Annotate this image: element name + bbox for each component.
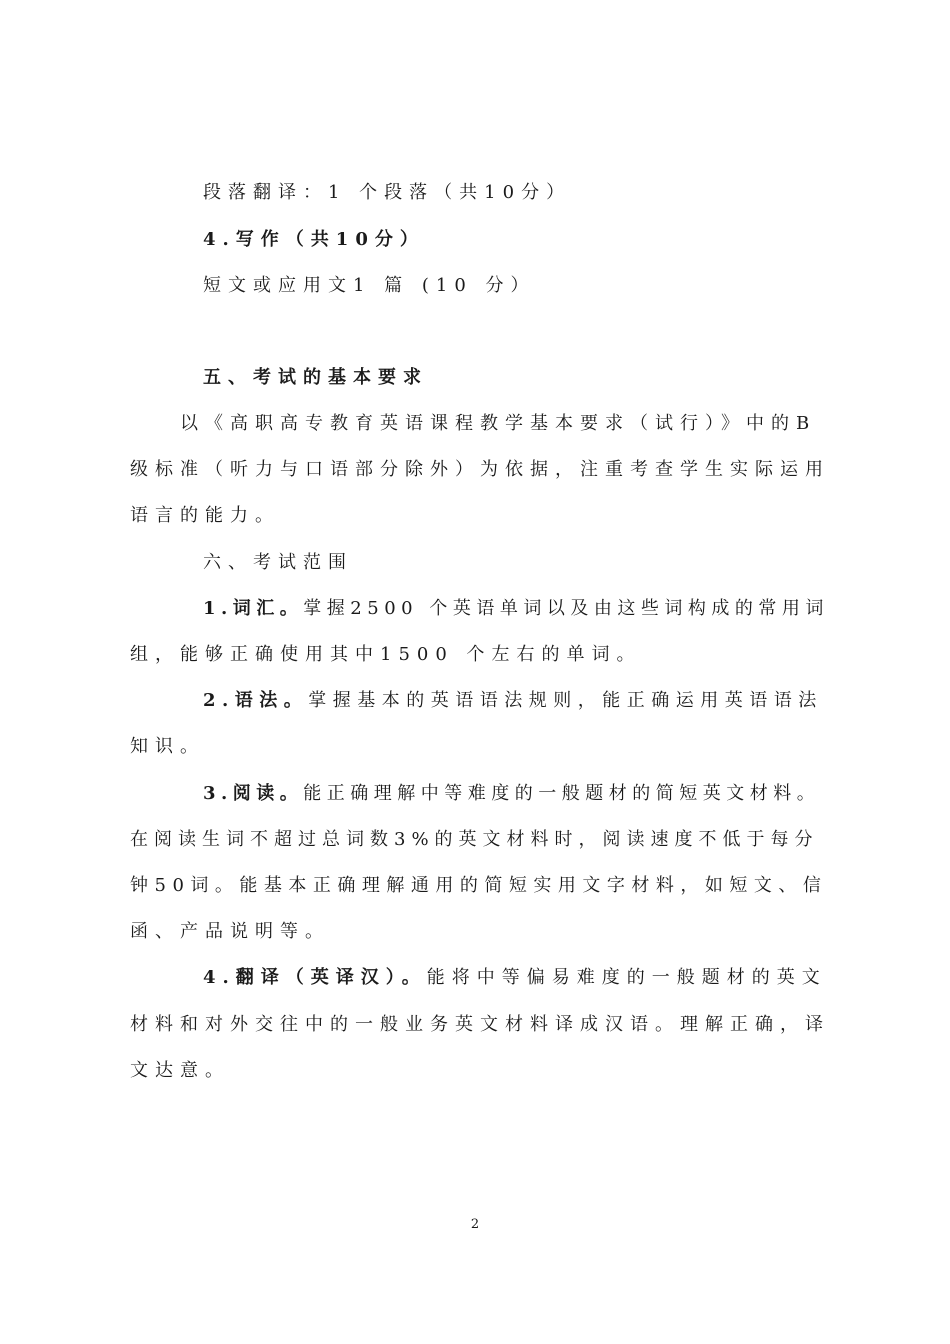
grammar-paragraph-line-1 xyxy=(203,689,823,713)
writing-item-line: 短文或应用文1 篇 (10 分） xyxy=(203,275,536,296)
section-six-heading: 六、考试范围 xyxy=(203,552,353,573)
reading-title: 3.阅读。 xyxy=(203,783,304,804)
reading-text: 能正确理解中等难度的一般题材的简短英文材料。 xyxy=(303,783,821,804)
reading-paragraph-line-2: 在阅读生词不超过总词数3%的英文材料时，阅读速度不低于每分 xyxy=(130,829,819,850)
reading-paragraph-line-1 xyxy=(203,782,820,806)
vocab-text: 掌握2500 个英语单词以及由这些词构成的常用词 xyxy=(303,598,829,619)
grammar-text: 掌握基本的英语语法规则，能正确运用英语语法 xyxy=(308,690,823,711)
section-five-line-3: 语言的能力。 xyxy=(130,505,280,526)
vocab-paragraph-line-1 xyxy=(203,597,829,621)
reading-paragraph-line-3: 钟50词。能基本正确理解通用的简短实用文字材料，如短文、信 xyxy=(130,875,828,896)
section-five-line-1: 以《高职高专教育英语课程教学基本要求（试行）》中的B xyxy=(180,413,817,434)
vocab-paragraph-line-2: 组，能够正确使用其中1500 个左右的单词。 xyxy=(130,644,642,665)
section-five-line-2: 级标准（听力与口语部分除外）为依据，注重考查学生实际运用 xyxy=(130,459,830,480)
translation-item-line: 段落翻译：1 个段落（共10分） xyxy=(203,182,572,203)
translation-paragraph-line-1 xyxy=(203,966,827,990)
translation-paragraph-line-2: 材料和对外交往中的一般业务英文材料译成汉语。理解正确，译 xyxy=(130,1014,830,1035)
section-five-heading: 五、考试的基本要求 xyxy=(203,367,428,388)
grammar-paragraph-line-2: 知识。 xyxy=(130,736,205,757)
translation-title: 4.翻译（英译汉）。 xyxy=(203,967,427,988)
page-number: 2 xyxy=(470,1217,480,1232)
writing-heading: 4.写作（共10分） xyxy=(203,229,425,250)
translation-text: 能将中等偏易难度的一般题材的英文 xyxy=(426,967,827,988)
vocab-title: 1.词汇。 xyxy=(203,598,304,619)
grammar-title: 2.语法。 xyxy=(203,690,309,711)
translation-paragraph-line-3: 文达意。 xyxy=(130,1060,230,1081)
reading-paragraph-line-4: 函、产品说明等。 xyxy=(130,921,330,942)
